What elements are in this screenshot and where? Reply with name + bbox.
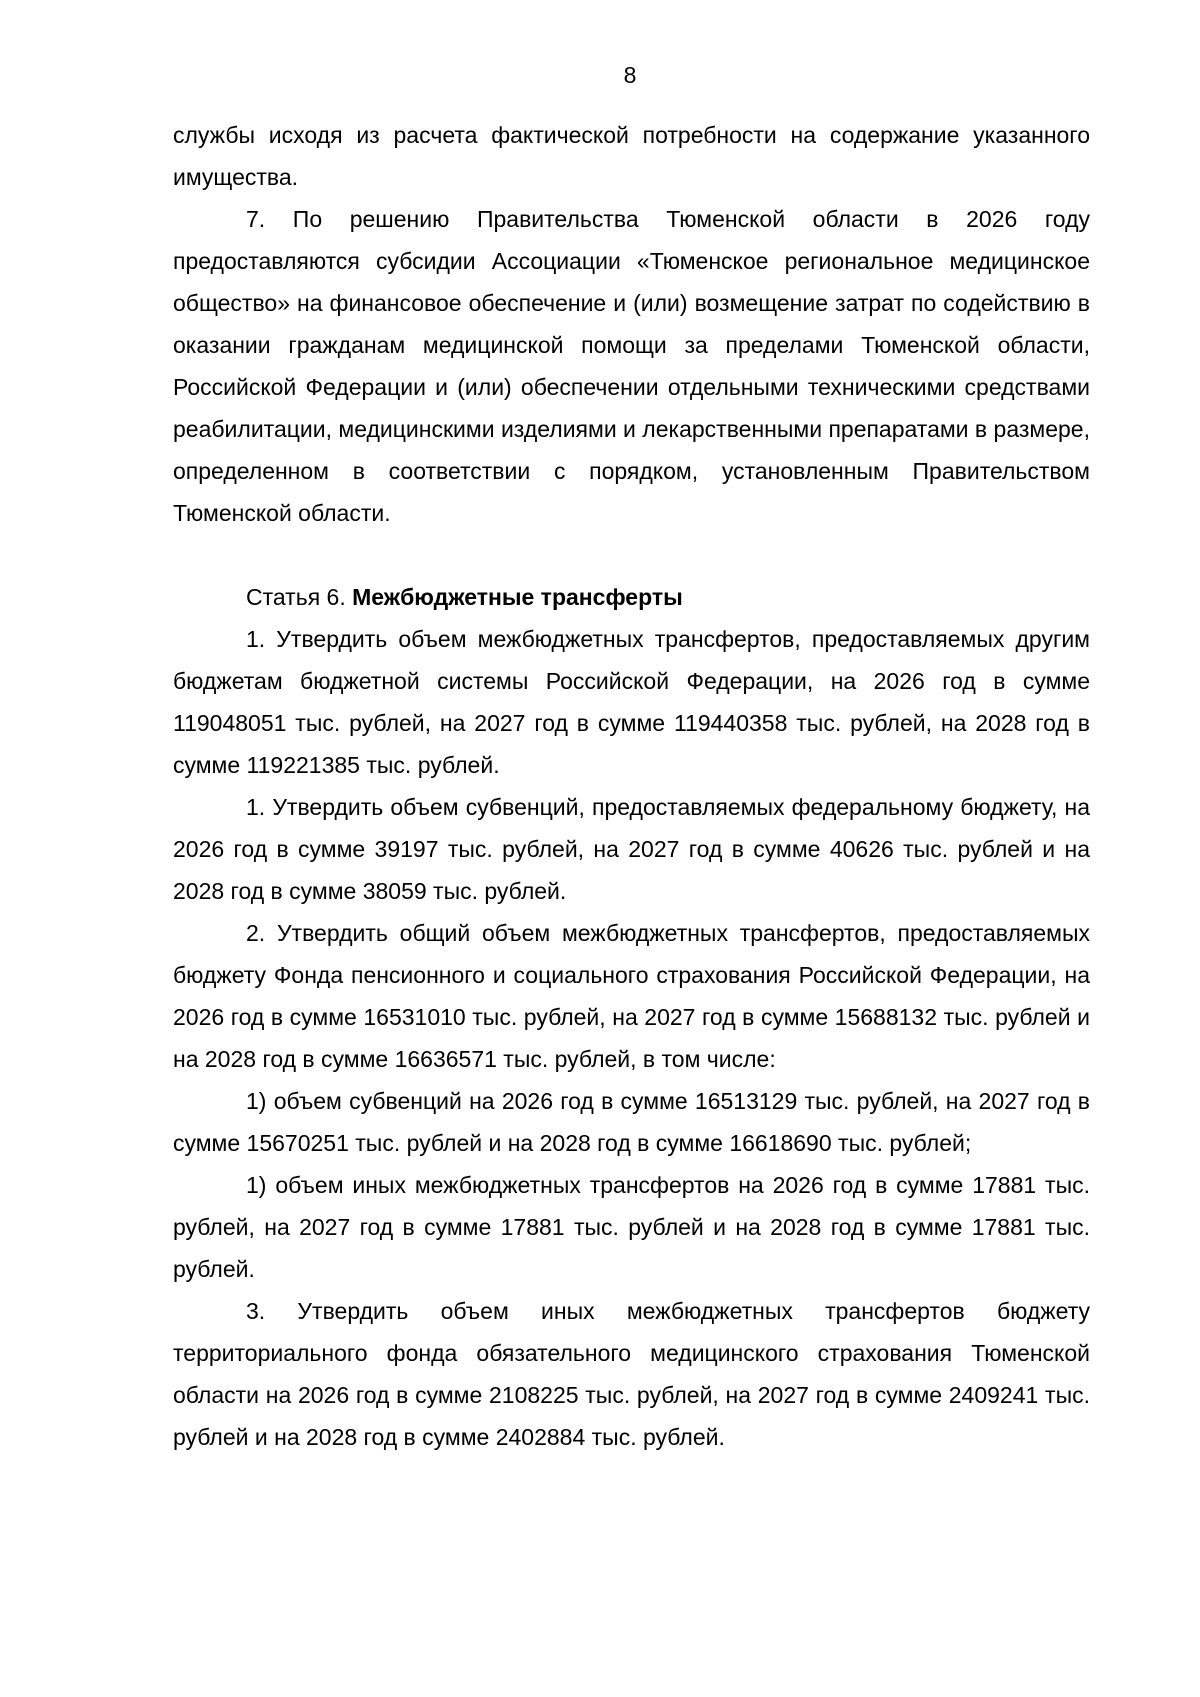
article-title: Межбюджетные трансферты — [352, 584, 683, 610]
article-paragraph-3: 2. Утвердить общий объем межбюджетных трансфертов, предоставляемых бюджету Фонда пенсионного и социального страхования Российской Федерации, на 2026 год в сумме 16531010 тыс. рублей, на 2027 год в сумме 15688132 тыс. рублей и на 2028 год в сумме 16636571 тыс. рублей, в том числе: — [173, 920, 1090, 1072]
article-paragraph-2: 1. Утвердить объем субвенций, предоставляемых федеральному бюджету, на 2026 год в сумме 39197 тыс. рублей, на 2027 год в сумме 40626 тыс. рублей и на 2028 год в сумме 38059 тыс. рублей. — [173, 794, 1090, 904]
article-subitem-1: 1) объем субвенций на 2026 год в сумме 16513129 тыс. рублей, на 2027 год в сумме 15670251 тыс. рублей и на 2028 год в сумме 16618690 тыс. рублей; — [173, 1088, 1090, 1156]
paragraph-item-7: 7. По решению Правительства Тюменской области в 2026 году предоставляются субсидии Ассоциации «Тюменское региональное медицинское общество» на финансовое обеспечение и (или) возмещение затрат по содействию в оказании гражданам медицинской помощи за пределами Тюменской области, Российской Федерации и (или) обеспечении отдельными техническими средствами реабилитации, медицинскими изделиями и лекарственными препаратами в размере, определенном в соответствии с порядком, установленным Правительством Тюменской области. — [173, 206, 1090, 526]
article-subitem-2: 1) объем иных межбюджетных трансфертов на 2026 год в сумме 17881 тыс. рублей, на 2027 год в сумме 17881 тыс. рублей и на 2028 год в сумме 17881 тыс. рублей. — [173, 1172, 1090, 1282]
article-paragraph-4: 3. Утвердить объем иных межбюджетных трансфертов бюджету территориального фонда обязательного медицинского страхования Тюменской области на 2026 год в сумме 2108225 тыс. рублей, на 2027 год в сумме 2409241 тыс. рублей и на 2028 год в сумме 2402884 тыс. рублей. — [173, 1298, 1090, 1450]
article-paragraph-1: 1. Утвердить объем межбюджетных трансфертов, предоставляемых другим бюджетам бюджетной системы Российской Федерации, на 2026 год в сумме 119048051 тыс. рублей, на 2027 год в сумме 119440358 тыс. рублей, на 2028 год в сумме 119221385 тыс. рублей. — [173, 626, 1090, 778]
article-prefix: Статья 6. — [246, 584, 353, 610]
page-number: 8 — [623, 62, 637, 88]
paragraph-continuation: службы исходя из расчета фактической потребности на содержание указанного имущества. — [173, 122, 1090, 190]
document-body — [173, 114, 1090, 1458]
article-heading — [173, 576, 1090, 618]
